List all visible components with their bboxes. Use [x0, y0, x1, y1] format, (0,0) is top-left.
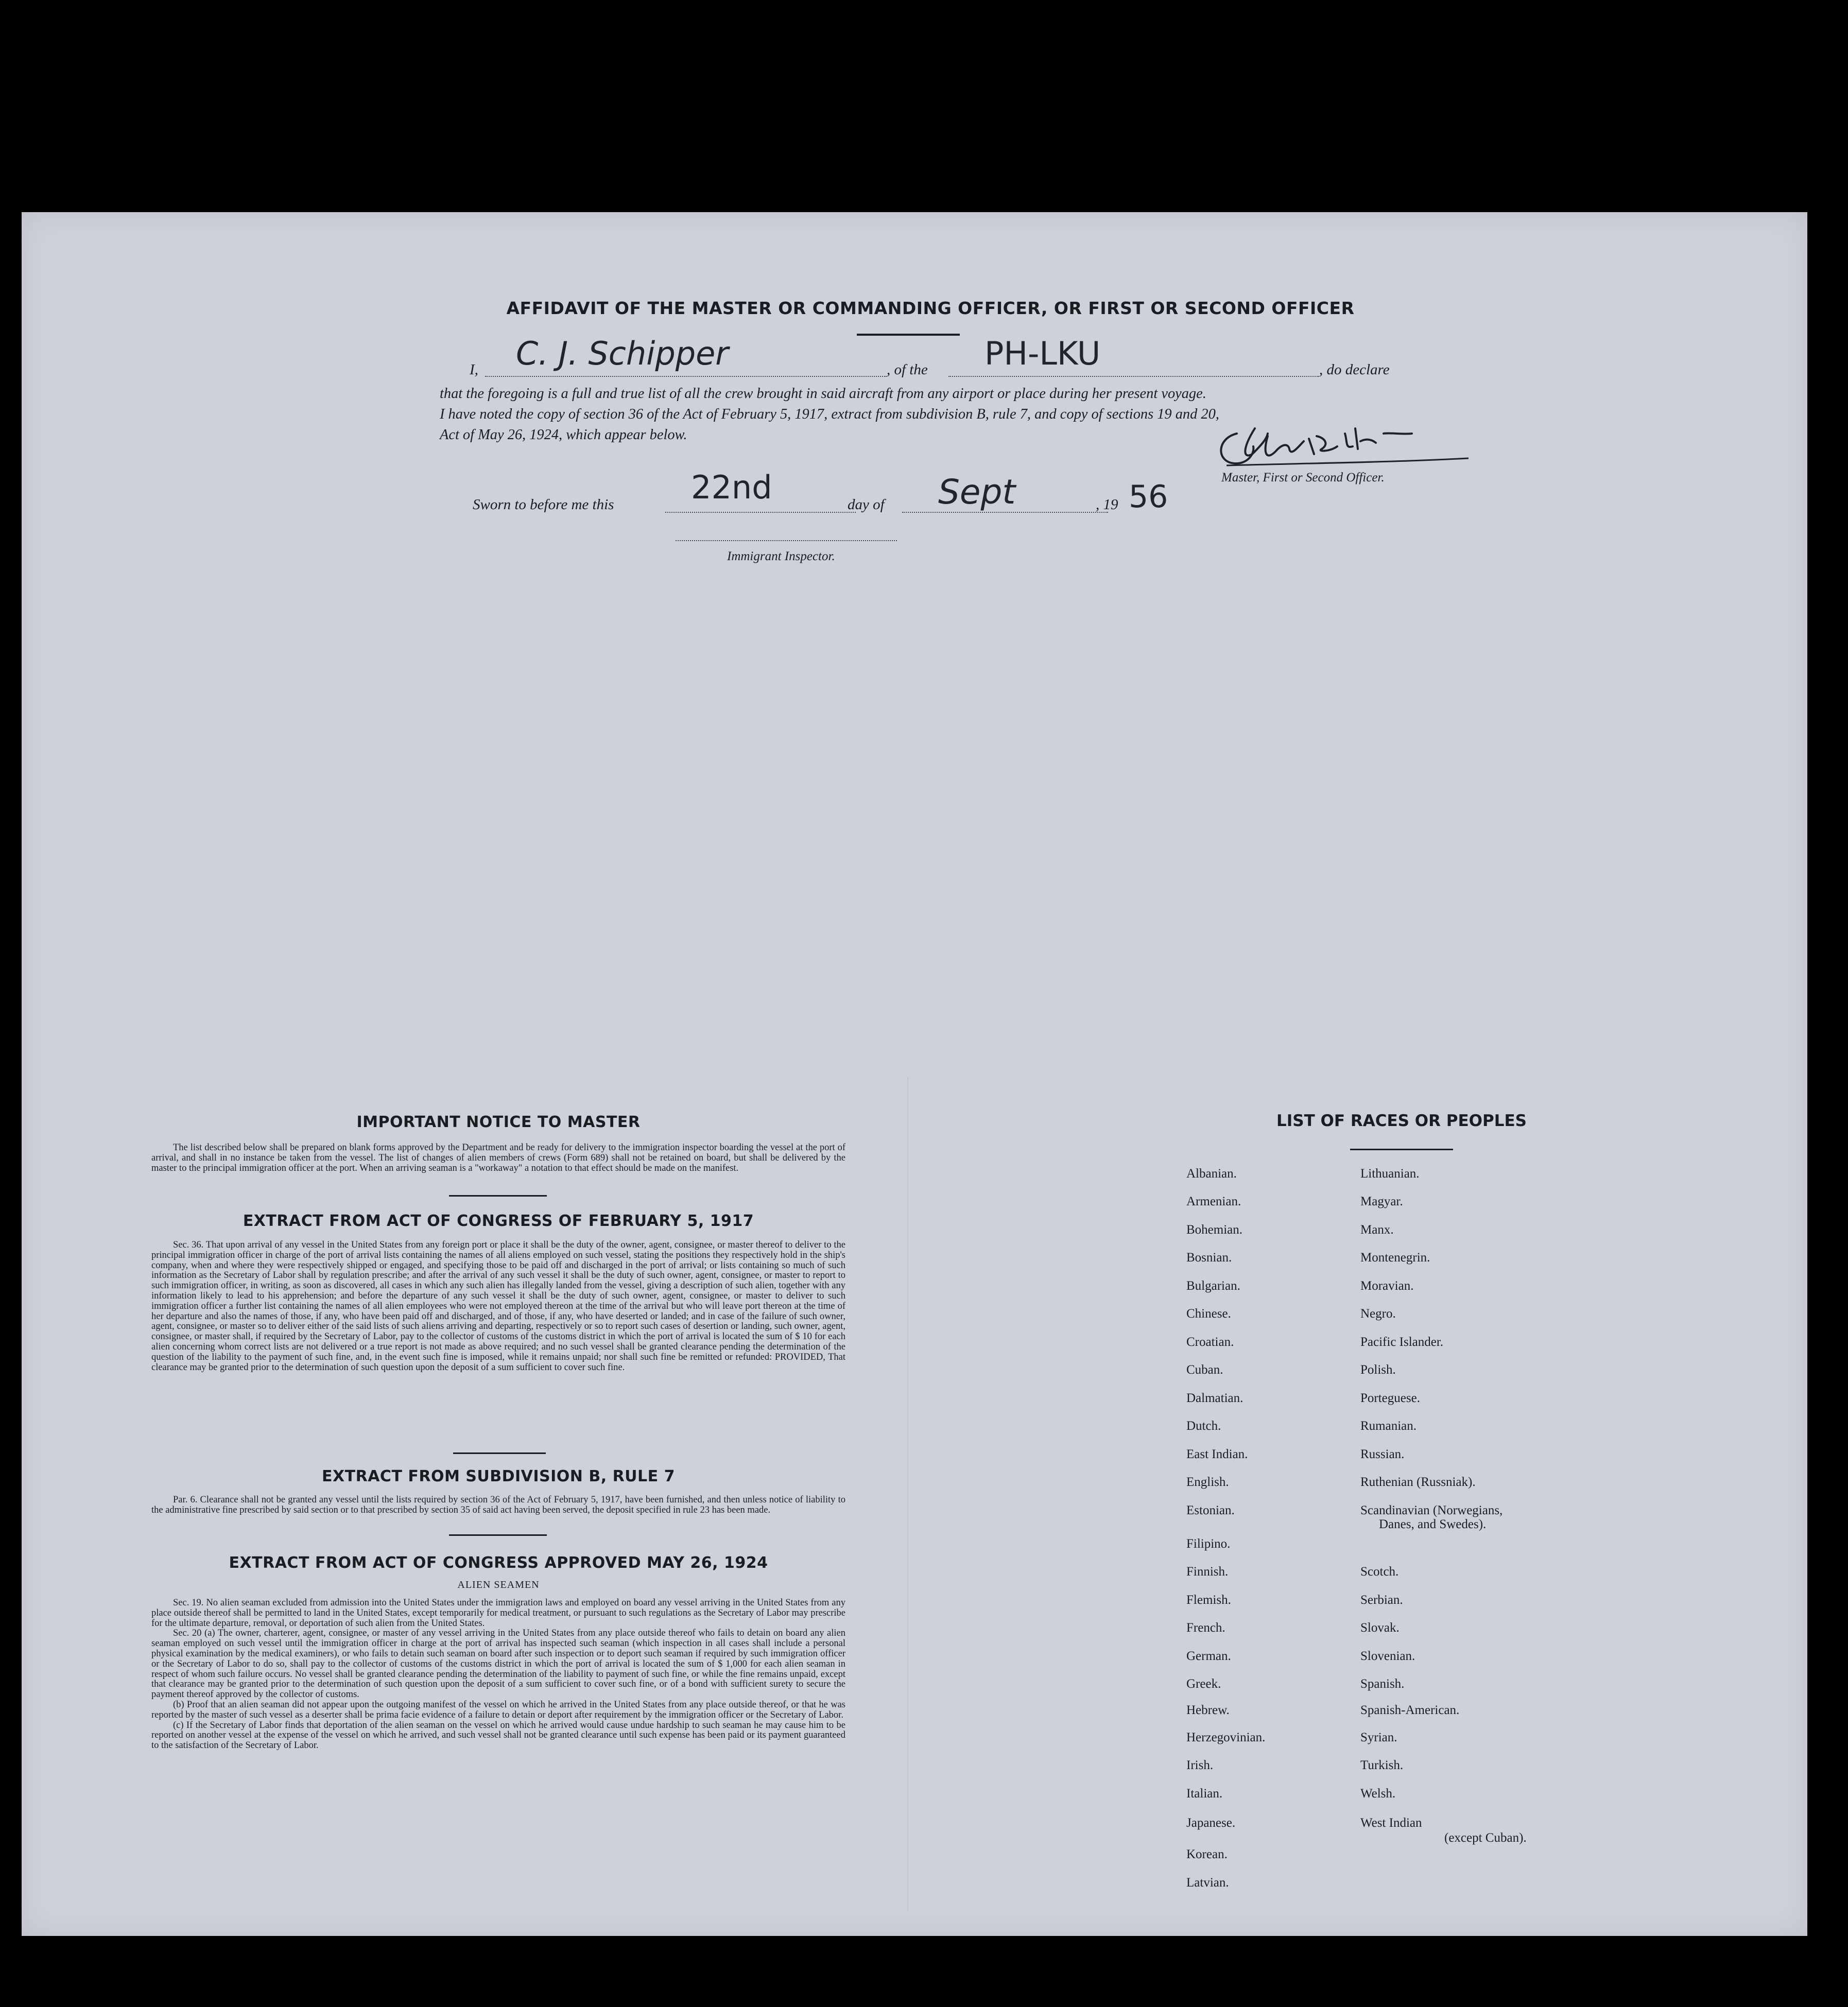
- signature-caption: Master, First or Second Officer.: [1221, 471, 1385, 485]
- extract-1917-paragraph: Sec. 36. That upon arrival of any vessel in the United States from any foreign port or place it shall be the duty of the owner, agent, consignee, or master thereof to deliver to the principal immigration officer in charge of the port of arrival lists containing the names of all aliens employed on such vessel, stating the positions they respectively hold in the ship's company, when and where they were respectively shipped or engaged, and specifying those to be paid off and discharged in the port of arrival; or lists containing so much of such information as the Secretary of Labor shall by regulation prescribe; and after the arrival of any such vessel it shall be the duty of such owner, agent, consignee, or master to report to such immigration officer, in writing, as soon as discovered, all cases in which any such alien has illegally landed from the vessel, giving a description of such alien, together with any information likely to lead to his apprehension; and before the departure of any such vessel it shall be the duty of such owner, agent, consignee, or master to deliver to such immigration officer a further list containing the names of all alien employees who were not employed thereon at the time of the arrival but who will leave port thereon at the time of her departure and also the names of those, if any, who have been paid off and discharged, and of those, if any, who have deserted or landed; and in case of the failure of such owner, agent, consignee, or master so to deliver either of the said lists of such aliens arriving and departing, respectively or so to report such cases of desertion or landing, such owner, agent, consignee, or master shall, if required by the Secretary of Labor, pay to the collector of customs of the customs district in which the port of arrival is located the sum of $ 10 for each alien concerning whom correct lists are not delivered or a true report is not made as above required; and no such vessel shall be granted clearance pending the determination of the question of the liability to the payment of such fine, and, in the event such fine is imposed, while it remains unpaid; nor shall such fine be remitted or refunded: PROVIDED, That clearance may be granted prior to the determination of such question upon the deposit of a sum sufficient to cover such fine.: [151, 1240, 845, 1373]
- race-item: German.: [1186, 1649, 1231, 1663]
- race-item: Italian.: [1186, 1787, 1223, 1801]
- race-item: Turkish.: [1360, 1758, 1404, 1772]
- race-item: Scandinavian (Norwegians,: [1360, 1503, 1503, 1517]
- i-label: I,: [470, 361, 478, 378]
- race-item: Spanish-American.: [1360, 1703, 1460, 1717]
- race-item: Japanese.: [1186, 1816, 1236, 1830]
- subdivision-b-body: [151, 1495, 845, 1516]
- race-item: Latvian.: [1186, 1876, 1229, 1890]
- race-item: Scotch.: [1360, 1565, 1399, 1579]
- race-item: Korean.: [1186, 1847, 1228, 1861]
- race-item: Herzegovinian.: [1186, 1731, 1266, 1744]
- month-fill-line: [902, 512, 1108, 513]
- document-page: [22, 212, 1807, 1936]
- race-item: (except Cuban).: [1444, 1831, 1527, 1845]
- race-item: Croatian.: [1186, 1335, 1234, 1349]
- race-item: Moravian.: [1360, 1279, 1414, 1293]
- sec-19-paragraph: Sec. 19. No alien seaman excluded from admission into the United States under the immigration laws and employed on board any vessel arriving in the United States from any place outside thereof shall be permitted to land in the United States, except temporarily for medical treatment, or pursuant to such regulations as the Secretary of Labor may prescribe for the ultimate departure, removal, or deportation of such alien from the United States.: [151, 1598, 845, 1629]
- race-item: Polish.: [1360, 1363, 1396, 1377]
- subdivision-b-paragraph: Par. 6. Clearance shall not be granted any vessel until the lists required by section 36 of the Act of February 5, 1917, have been furnished, and then unless notice of liability to the administrative fine prescribed by said section or to that prescribed by section 35 of said act having been served, the deposit specified in rule 23 has been made.: [151, 1495, 845, 1515]
- race-item: Slovak.: [1360, 1621, 1400, 1635]
- aircraft-registration: PH-LKU: [985, 335, 1101, 372]
- race-item: Irish.: [1186, 1758, 1214, 1772]
- races-divider: [1350, 1149, 1453, 1150]
- subdivision-b-title: EXTRACT FROM SUBDIVISION B, RULE 7: [322, 1467, 675, 1485]
- race-item: Greek.: [1186, 1677, 1221, 1691]
- extract-1924-body: [151, 1598, 845, 1751]
- race-item: Ruthenian (Russniak).: [1360, 1475, 1476, 1489]
- aircraft-fill-line: [948, 376, 1319, 377]
- race-item: Armenian.: [1186, 1195, 1241, 1208]
- race-item: Magyar.: [1360, 1195, 1403, 1208]
- race-item: Filipino.: [1186, 1537, 1231, 1551]
- extract-1917-body: [151, 1240, 845, 1373]
- race-item: East Indian.: [1186, 1447, 1248, 1461]
- race-item: West Indian: [1360, 1816, 1422, 1830]
- race-item: Bulgarian.: [1186, 1279, 1240, 1293]
- alien-seamen-subtitle: ALIEN SEAMEN: [457, 1579, 540, 1590]
- declaration-line-3: Act of May 26, 1924, which appear below.: [440, 427, 687, 443]
- declaration-line-2: I have noted the copy of section 36 of the Act of February 5, 1917, extract from subdivision B, rule 7, and copy of sections 19 and 20,: [440, 406, 1219, 422]
- race-item: Finnish.: [1186, 1565, 1229, 1579]
- sworn-label: Sworn to before me this: [473, 496, 614, 513]
- races-title: LIST OF RACES OR PEOPLES: [1276, 1112, 1527, 1130]
- fold-line: [907, 1077, 908, 1911]
- divider: [453, 1452, 546, 1454]
- day-of-label: day of: [848, 496, 885, 513]
- race-item: Rumanian.: [1360, 1419, 1417, 1433]
- extract-1917-title: EXTRACT FROM ACT OF CONGRESS OF FEBRUARY 5, 1917: [243, 1212, 754, 1230]
- year-suffix: 56: [1129, 479, 1168, 515]
- race-item: English.: [1186, 1475, 1229, 1489]
- sec-20b-paragraph: (b) Proof that an alien seaman did not appear upon the outgoing manifest of the vessel on which he arrived in the United States from any place outside thereof, or that he was reported by the master of such vessel as a deserter shall be prima facie evidence of a failure to detain or deport after requirement by the immigration officer or the Secretary of Labor.: [151, 1699, 845, 1720]
- of-the-label: , of the: [887, 361, 928, 378]
- year-prefix: , 19: [1096, 496, 1118, 513]
- sec-20c-paragraph: (c) If the Secretary of Labor finds that deportation of the alien seaman on the vessel on which he arrived would cause undue hardship to such seaman he may cause him to be reported on another vessel at the expense of the vessel on which he arrived, and such vessel shall not be granted clearance until such expense has been paid or its payment guaranteed to the satisfaction of the Secretary of Labor.: [151, 1720, 845, 1751]
- do-declare-label: , do declare: [1319, 361, 1390, 378]
- inspector-signature-line: [676, 540, 897, 541]
- sworn-day: 22nd: [691, 469, 772, 506]
- affidavit-title: AFFIDAVIT OF THE MASTER OR COMMANDING OFFICER, OR FIRST OR SECOND OFFICER: [506, 298, 1355, 318]
- race-item: French.: [1186, 1621, 1225, 1635]
- inspector-caption: Immigrant Inspector.: [727, 549, 835, 563]
- day-fill-line: [665, 512, 856, 513]
- notice-title: IMPORTANT NOTICE TO MASTER: [356, 1113, 641, 1131]
- extract-1924-title: EXTRACT FROM ACT OF CONGRESS APPROVED MAY 26, 1924: [229, 1554, 768, 1572]
- race-item: Bohemian.: [1186, 1223, 1243, 1237]
- race-item: Dutch.: [1186, 1419, 1221, 1433]
- race-item: Serbian.: [1360, 1593, 1403, 1607]
- sec-20a-paragraph: Sec. 20 (a) The owner, charterer, agent, consignee, or master of any vessel arriving in the United States from any place outside thereof who fails to detain on board any alien seaman employed on such vessel until the immigration officer in charge at the port of arrival has inspected such seaman (which inspection in all cases shall include a personal physical examination by the medical examiners), or who fails to detain such seaman on board after such inspection or to deport such seaman if required by such immigration officer or the Secretary of Labor to do so, shall pay to the collector of customs of the customs district in which the port of arrival is located the sum of $ 1,000 for each alien seaman in respect of whom such failure occurs. No vessel shall be granted clearance pending the determination of the liability to payment of such fine, or while the fine remains unpaid, except that clearance may be granted prior to the determination of such question upon the deposit of a sum sufficient to cover such fine, or of a bond with sufficient surety to secure the payment thereof approved by the collector of customs.: [151, 1628, 845, 1700]
- race-item: Danes, and Swedes).: [1379, 1517, 1487, 1531]
- race-item: Porteguese.: [1360, 1391, 1420, 1405]
- sworn-month: Sept: [938, 472, 1016, 512]
- notice-paragraph: The list described below shall be prepared on blank forms approved by the Department and be ready for delivery to the immigration inspector boarding the vessel at the port of arrival, and shall in no instance be taken from the vessel. The list of changes of alien members of crews (Form 689) shall not be retained on board, but shall be delivered by the master to the principal immigration officer at the port. When an arriving seaman is a "workaway" a notation to that effect should be made on the manifest.: [151, 1143, 845, 1173]
- race-item: Dalmatian.: [1186, 1391, 1243, 1405]
- notice-body: [151, 1143, 845, 1173]
- race-item: Chinese.: [1186, 1307, 1231, 1321]
- declarant-name: C. J. Schipper: [516, 335, 729, 372]
- race-item: Cuban.: [1186, 1363, 1223, 1377]
- race-item: Flemish.: [1186, 1593, 1231, 1607]
- declaration-line-1: that the foregoing is a full and true list of all the crew brought in said aircraft from any airport or place during her present voyage.: [440, 386, 1206, 402]
- race-item: Estonian.: [1186, 1503, 1235, 1517]
- race-item: Negro.: [1360, 1307, 1396, 1321]
- divider: [449, 1195, 547, 1197]
- race-item: Slovenian.: [1360, 1649, 1415, 1663]
- race-item: Hebrew.: [1186, 1703, 1230, 1717]
- race-item: Syrian.: [1360, 1731, 1397, 1744]
- race-item: Lithuanian.: [1360, 1167, 1420, 1181]
- race-item: Spanish.: [1360, 1677, 1405, 1691]
- race-item: Montenegrin.: [1360, 1251, 1430, 1265]
- race-item: Welsh.: [1360, 1787, 1396, 1801]
- race-item: Pacific Islander.: [1360, 1335, 1444, 1349]
- race-item: Russian.: [1360, 1447, 1405, 1461]
- race-item: Manx.: [1360, 1223, 1394, 1237]
- race-item: Bosnian.: [1186, 1251, 1232, 1265]
- name-fill-line: [485, 376, 887, 377]
- divider: [449, 1534, 547, 1536]
- title-divider: [857, 334, 960, 336]
- race-item: Albanian.: [1186, 1167, 1237, 1181]
